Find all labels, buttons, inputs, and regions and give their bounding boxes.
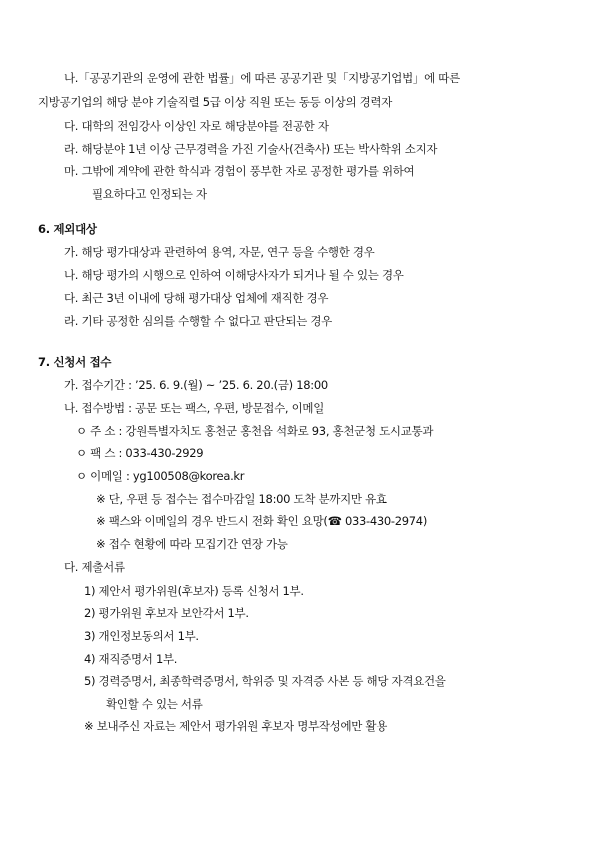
exclusion-item: 가. 해당 평가대상과 관련하여 용역, 자문, 연구 등을 수행한 경우 bbox=[64, 245, 375, 259]
application-method: 나. 접수방법 : 공문 또는 팩스, 우편, 방문접수, 이메일 bbox=[64, 401, 325, 415]
qualification-ra: 라. 해당분야 1년 이상 근무경력을 가진 기술사(건축사) 또는 박사학위 소지자 bbox=[64, 142, 438, 156]
application-note: ※ 팩스와 이메일의 경우 반드시 전화 확인 요망(☎ 033-430-2974) bbox=[96, 514, 428, 528]
documents-note: ※ 보내주신 자료는 제안서 평가위원 후보자 명부작성에만 활용 bbox=[84, 719, 388, 733]
section-heading-exclusion: 6. 제외대상 bbox=[38, 222, 97, 236]
application-fax: ㅇ 팩 스 : 033-430-2929 bbox=[76, 446, 204, 460]
exclusion-item: 다. 최근 3년 이내에 당해 평가대상 업체에 재직한 경우 bbox=[64, 291, 329, 305]
document-item: 4) 재직증명서 1부. bbox=[84, 652, 178, 666]
qualification-na-continued: 지방공기업의 해당 분야 기술직렬 5급 이상 직원 또는 동등 이상의 경력자 bbox=[38, 95, 393, 109]
section-heading-application: 7. 신청서 접수 bbox=[38, 355, 112, 369]
document-item: 5) 경력증명서, 최종학력증명서, 학위증 및 자격증 사본 등 해당 자격요건을 bbox=[84, 674, 446, 688]
qualification-da: 다. 대학의 전임강사 이상인 자로 해당분야를 전공한 자 bbox=[64, 119, 329, 133]
qualification-ma-continued: 필요하다고 인정되는 자 bbox=[92, 187, 207, 201]
exclusion-item: 나. 해당 평가의 시행으로 인하여 이해당사자가 되거나 될 수 있는 경우 bbox=[64, 268, 404, 282]
application-note: ※ 접수 현황에 따라 모집기간 연장 가능 bbox=[96, 537, 288, 551]
document-item-continued: 확인할 수 있는 서류 bbox=[106, 697, 203, 711]
application-address: ㅇ 주 소 : 강원특별자치도 홍천군 홍천읍 석화로 93, 홍천군청 도시교통과 bbox=[76, 424, 434, 438]
document-item: 2) 평가위원 후보자 보안각서 1부. bbox=[84, 606, 249, 620]
application-email: ㅇ 이메일 : yg100508@korea.kr bbox=[76, 469, 245, 483]
application-period: 가. 접수기간 : ’25. 6. 9.(월) ~ ’25. 6. 20.(금) 18:00 bbox=[64, 378, 328, 392]
exclusion-item: 라. 기타 공정한 심의를 수행할 수 없다고 판단되는 경우 bbox=[64, 314, 332, 328]
document-item: 1) 제안서 평가위원(후보자) 등록 신청서 1부. bbox=[84, 584, 304, 598]
qualification-ma: 마. 그밖에 계약에 관한 학식과 경험이 풍부한 자로 공정한 평가를 위하여 bbox=[64, 164, 415, 178]
qualification-na: 나.「공공기관의 운영에 관한 법률」에 따른 공공기관 및「지방공기업법」에 따른 bbox=[64, 71, 460, 85]
document-item: 3) 개인정보동의서 1부. bbox=[84, 629, 199, 643]
documents-heading: 다. 제출서류 bbox=[64, 560, 125, 574]
application-note: ※ 단, 우편 등 접수는 접수마감일 18:00 도착 분까지만 유효 bbox=[96, 492, 387, 506]
